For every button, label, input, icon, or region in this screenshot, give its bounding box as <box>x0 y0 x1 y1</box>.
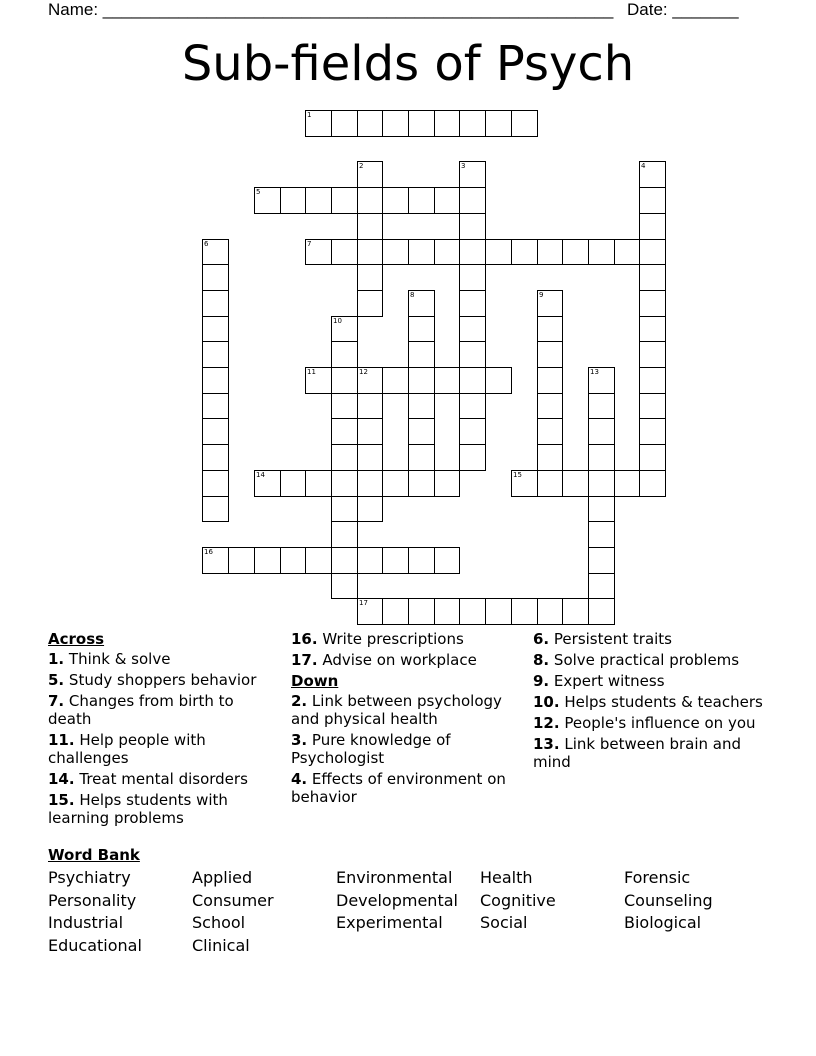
word-bank-item: Applied <box>192 868 253 887</box>
crossword-cell[interactable] <box>357 393 383 419</box>
word-bank-item: Developmental <box>336 891 458 910</box>
crossword-cell[interactable] <box>408 341 435 368</box>
crossword-cell[interactable] <box>331 470 358 497</box>
crossword-cell[interactable] <box>537 341 563 368</box>
crossword-cell[interactable] <box>459 213 486 240</box>
clue-number: 13 <box>590 368 599 376</box>
crossword-cell[interactable] <box>357 496 383 522</box>
clue-down-4: 4. Effects of environment on behavior <box>291 770 506 806</box>
clue-number: 5 <box>256 188 261 196</box>
crossword-cell[interactable] <box>408 444 435 471</box>
crossword-cell[interactable] <box>588 418 615 445</box>
crossword-cell[interactable] <box>202 367 229 394</box>
clue-down-10: 10. Helps students & teachers <box>533 693 763 711</box>
crossword-cell[interactable] <box>202 470 229 497</box>
clue-across-14: 14. Treat mental disorders <box>48 770 248 788</box>
crossword-cell[interactable] <box>305 239 332 265</box>
crossword-cell[interactable] <box>357 598 383 625</box>
crossword-cell[interactable] <box>382 367 409 394</box>
crossword-cell[interactable] <box>280 547 306 574</box>
crossword-cell[interactable] <box>485 598 512 625</box>
crossword-cell[interactable] <box>202 496 229 522</box>
crossword-cell[interactable] <box>202 239 229 265</box>
crossword-cell[interactable] <box>459 187 486 214</box>
word-bank-item: Personality <box>48 891 137 910</box>
crossword-cell[interactable] <box>537 367 563 394</box>
crossword-cell[interactable] <box>639 187 666 214</box>
word-bank-item: Social <box>480 913 528 932</box>
crossword-cell[interactable] <box>280 470 306 497</box>
crossword-cell[interactable] <box>639 393 666 419</box>
crossword-cell[interactable] <box>639 341 666 368</box>
crossword-cell[interactable] <box>434 239 460 265</box>
crossword-cell[interactable] <box>382 110 409 137</box>
clue-number: 1 <box>307 111 312 119</box>
crossword-cell[interactable] <box>588 393 615 419</box>
clue-number: 9 <box>539 291 544 299</box>
crossword-cell[interactable] <box>202 444 229 471</box>
crossword-cell[interactable] <box>331 444 358 471</box>
crossword-cell[interactable] <box>485 239 512 265</box>
word-bank-heading: Word Bank <box>48 846 140 864</box>
crossword-cell[interactable] <box>639 444 666 471</box>
clues-column-2 <box>291 630 516 809</box>
name-field[interactable]: Name: ______________________________________________________ <box>48 0 614 19</box>
crossword-cell[interactable] <box>331 521 358 548</box>
down-heading: Down <box>291 672 339 690</box>
crossword-cell[interactable] <box>408 239 435 265</box>
crossword-cell[interactable] <box>639 239 666 265</box>
crossword-cell[interactable] <box>459 316 486 342</box>
crossword-cell[interactable] <box>639 367 666 394</box>
crossword-cell[interactable] <box>588 470 615 497</box>
crossword-cell[interactable] <box>382 239 409 265</box>
word-bank-item: Cognitive <box>480 891 556 910</box>
clue-across-5: 5. Study shoppers behavior <box>48 671 257 689</box>
date-field[interactable]: Date: _______ <box>627 0 739 19</box>
word-bank-item: Clinical <box>192 936 250 955</box>
crossword-cell[interactable] <box>459 598 486 625</box>
crossword-cell[interactable] <box>588 367 615 394</box>
word-bank-item: Educational <box>48 936 142 955</box>
crossword-cell[interactable] <box>588 444 615 471</box>
crossword-cell[interactable] <box>459 393 486 419</box>
word-bank-item: Psychiatry <box>48 868 131 887</box>
crossword-cell[interactable] <box>382 470 409 497</box>
crossword-cell[interactable] <box>357 213 383 240</box>
clue-number: 14 <box>256 471 265 479</box>
crossword-cell[interactable] <box>434 598 460 625</box>
crossword-cell[interactable] <box>639 316 666 342</box>
crossword-cell[interactable] <box>562 470 589 497</box>
crossword-cell[interactable] <box>202 264 229 291</box>
clue-across-7: 7. Changes from birth to death <box>48 692 234 728</box>
crossword-cell[interactable] <box>537 598 563 625</box>
clue-number: 11 <box>307 368 316 376</box>
crossword-cell[interactable] <box>228 547 255 574</box>
crossword-cell[interactable] <box>408 367 435 394</box>
clue-down-9: 9. Expert witness <box>533 672 665 690</box>
word-bank-item: Health <box>480 868 533 887</box>
crossword-cell[interactable] <box>202 316 229 342</box>
clue-down-8: 8. Solve practical problems <box>533 651 740 669</box>
clue-across-15: 15. Helps students with learning problems <box>48 791 228 827</box>
word-bank-item: Environmental <box>336 868 453 887</box>
crossword-cell[interactable] <box>537 444 563 471</box>
crossword-cell[interactable] <box>331 547 358 574</box>
crossword-cell[interactable] <box>485 367 512 394</box>
crossword-cell[interactable] <box>588 598 615 625</box>
crossword-cell[interactable] <box>331 316 358 342</box>
crossword-cell[interactable] <box>562 598 589 625</box>
crossword-cell[interactable] <box>382 187 409 214</box>
crossword-cell[interactable] <box>305 547 332 574</box>
clues-column-3 <box>533 630 768 774</box>
crossword-cell[interactable] <box>408 547 435 574</box>
crossword-cell[interactable] <box>537 239 563 265</box>
crossword-cell[interactable] <box>588 239 615 265</box>
crossword-cell[interactable] <box>331 418 358 445</box>
crossword-cell[interactable] <box>537 316 563 342</box>
crossword-cell[interactable] <box>202 547 229 574</box>
clue-across-11: 11. Help people with challenges <box>48 731 206 767</box>
clue-across-1: 1. Think & solve <box>48 650 171 668</box>
crossword-cell[interactable] <box>331 110 358 137</box>
crossword-cell[interactable] <box>254 547 281 574</box>
crossword-cell[interactable] <box>588 547 615 574</box>
crossword-cell[interactable] <box>434 367 460 394</box>
crossword-cell[interactable] <box>357 239 383 265</box>
crossword-cell[interactable] <box>639 290 666 317</box>
crossword-cell[interactable] <box>537 290 563 317</box>
crossword-cell[interactable] <box>357 187 383 214</box>
clue-number: 15 <box>513 471 522 479</box>
crossword-cell[interactable] <box>254 187 281 214</box>
clue-number: 12 <box>359 368 368 376</box>
clue-number: 7 <box>307 240 312 248</box>
crossword-cell[interactable] <box>382 547 409 574</box>
clue-number: 2 <box>359 162 364 170</box>
crossword-cell[interactable] <box>280 187 306 214</box>
word-bank-item: Experimental <box>336 913 443 932</box>
crossword-cell[interactable] <box>331 367 358 394</box>
crossword-cell[interactable] <box>434 110 460 137</box>
crossword-cell[interactable] <box>459 161 486 188</box>
crossword-cell[interactable] <box>639 161 666 188</box>
clue-down-12: 12. People's influence on you <box>533 714 756 732</box>
crossword-cell[interactable] <box>331 573 358 599</box>
crossword-cell[interactable] <box>357 290 383 317</box>
crossword-cell[interactable] <box>357 418 383 445</box>
crossword-cell[interactable] <box>614 470 640 497</box>
crossword-cell[interactable] <box>562 239 589 265</box>
clue-down-3: 3. Pure knowledge of Psychologist <box>291 731 451 767</box>
crossword-cell[interactable] <box>202 341 229 368</box>
crossword-cell[interactable] <box>614 239 640 265</box>
word-bank-item: Counseling <box>624 891 713 910</box>
word-bank-item: Forensic <box>624 868 691 887</box>
crossword-cell[interactable] <box>408 290 435 317</box>
crossword-cell[interactable] <box>408 470 435 497</box>
crossword-cell[interactable] <box>511 110 538 137</box>
crossword-cell[interactable] <box>537 393 563 419</box>
crossword-cell[interactable] <box>331 187 358 214</box>
crossword-cell[interactable] <box>588 573 615 599</box>
crossword-cell[interactable] <box>434 470 460 497</box>
crossword-cell[interactable] <box>459 110 486 137</box>
crossword-cell[interactable] <box>459 239 486 265</box>
clue-across-17: 17. Advise on workplace <box>291 651 477 669</box>
crossword-cell[interactable] <box>357 161 383 188</box>
crossword-cell[interactable] <box>357 110 383 137</box>
clue-number: 10 <box>333 317 342 325</box>
word-bank-item: Industrial <box>48 913 124 932</box>
crossword-cell[interactable] <box>459 341 486 368</box>
word-bank-item: Biological <box>624 913 702 932</box>
crossword-cell[interactable] <box>639 213 666 240</box>
crossword-cell[interactable] <box>588 496 615 522</box>
clue-across-16: 16. Write prescriptions <box>291 630 464 648</box>
crossword-cell[interactable] <box>537 470 563 497</box>
clue-number: 17 <box>359 599 368 607</box>
crossword-cell[interactable] <box>639 264 666 291</box>
crossword-cell[interactable] <box>331 393 358 419</box>
crossword-cell[interactable] <box>331 496 358 522</box>
clue-number: 16 <box>204 548 213 556</box>
crossword-cell[interactable] <box>357 264 383 291</box>
crossword-cell[interactable] <box>434 547 460 574</box>
crossword-cell[interactable] <box>485 110 512 137</box>
crossword-cell[interactable] <box>537 418 563 445</box>
crossword-cell[interactable] <box>511 598 538 625</box>
crossword-cell[interactable] <box>305 110 332 137</box>
crossword-cell[interactable] <box>357 367 383 394</box>
crossword-cell[interactable] <box>408 187 435 214</box>
clues-column-1 <box>48 630 273 830</box>
clue-down-2: 2. Link between psychology and physical health <box>291 692 502 728</box>
crossword-cell[interactable] <box>408 110 435 137</box>
crossword-cell[interactable] <box>459 444 486 471</box>
crossword-cell[interactable] <box>639 418 666 445</box>
crossword-cell[interactable] <box>305 470 332 497</box>
clue-down-13: 13. Link between brain and mind <box>533 735 742 771</box>
page-title: Sub-fields of Psych <box>181 36 635 92</box>
crossword-cell[interactable] <box>331 341 358 368</box>
crossword-cell[interactable] <box>588 521 615 548</box>
clue-number: 4 <box>641 162 646 170</box>
crossword-cell[interactable] <box>357 444 383 471</box>
clue-down-6: 6. Persistent traits <box>533 630 672 648</box>
crossword-cell[interactable] <box>408 393 435 419</box>
word-bank-item: Consumer <box>192 891 274 910</box>
crossword-cell[interactable] <box>357 547 383 574</box>
crossword-cell[interactable] <box>459 418 486 445</box>
crossword-cell[interactable] <box>408 418 435 445</box>
clue-number: 8 <box>410 291 415 299</box>
clue-number: 6 <box>204 240 209 248</box>
crossword-cell[interactable] <box>459 367 486 394</box>
crossword-cell[interactable] <box>408 598 435 625</box>
crossword-cell[interactable] <box>357 470 383 497</box>
crossword-cell[interactable] <box>639 470 666 497</box>
clue-number: 3 <box>461 162 466 170</box>
crossword-cell[interactable] <box>434 187 460 214</box>
word-bank-item: School <box>192 913 246 932</box>
crossword-cell[interactable] <box>459 290 486 317</box>
crossword-cell[interactable] <box>254 470 281 497</box>
crossword-cell[interactable] <box>305 367 332 394</box>
crossword-cell[interactable] <box>511 470 538 497</box>
crossword-cell[interactable] <box>459 264 486 291</box>
crossword-cell[interactable] <box>305 187 332 214</box>
crossword-cell[interactable] <box>408 316 435 342</box>
crossword-cell[interactable] <box>202 393 229 419</box>
crossword-cell[interactable] <box>202 418 229 445</box>
across-heading: Across <box>48 630 105 648</box>
crossword-cell[interactable] <box>202 290 229 317</box>
crossword-cell[interactable] <box>331 239 358 265</box>
crossword-cell[interactable] <box>511 239 538 265</box>
crossword-cell[interactable] <box>382 598 409 625</box>
